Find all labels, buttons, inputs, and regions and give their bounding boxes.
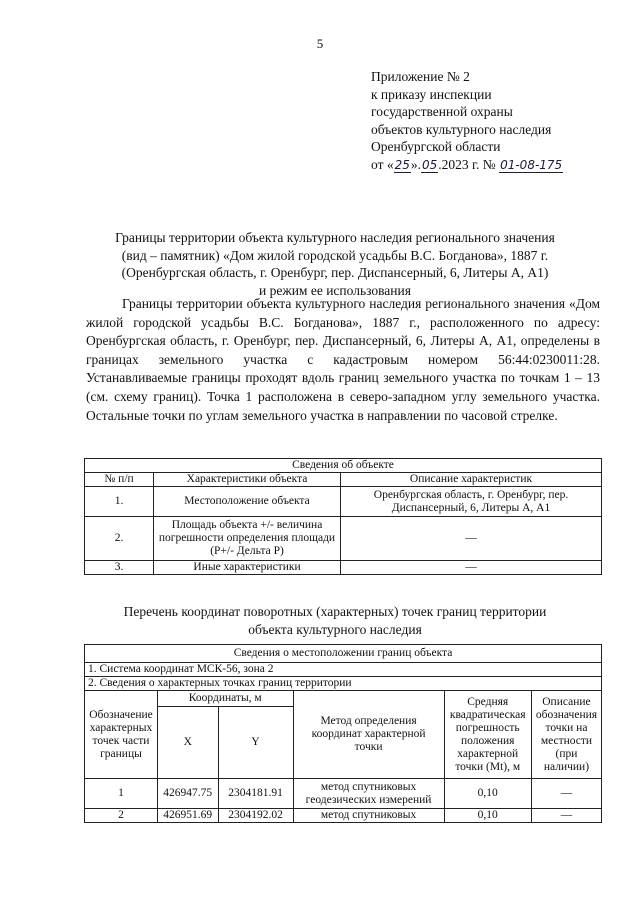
table-row-method: метод спутниковых геодезических измерений <box>293 779 444 809</box>
title-line-4: и режим ее использования <box>259 282 411 298</box>
table-row-point: 1 <box>85 779 158 809</box>
coordinates-heading-line-1: Перечень координат поворотных (характерных) точек границ территории <box>123 604 547 619</box>
object-table-header-name: Характеристики объекта <box>154 473 341 487</box>
coordinates-heading-line-2: объекта культурного наследия <box>248 621 422 637</box>
appendix-line-2: к приказу инспекции <box>371 86 492 102</box>
date-sep: ». <box>410 156 422 172</box>
coord-system-row: 1. Система координат МСК-56, зона 2 <box>85 663 602 677</box>
handwritten-day: 25 <box>394 157 410 172</box>
object-table-header-num: № п/п <box>85 473 154 487</box>
table-row-desc: — <box>531 809 601 823</box>
appendix-line-3: государственной охраны <box>371 104 513 119</box>
object-table-header-value: Описание характеристик <box>341 473 602 487</box>
table-row-point: 2 <box>85 809 158 823</box>
points-section-row: 2. Сведения о характерных точках границ территории <box>85 677 602 691</box>
date-prefix: от « <box>371 156 394 172</box>
body-paragraph: Границы территории объекта культурного наследия регионального значения «Дом жилой городской усадьбы В.С. Богданова», 1887 г., расположенного по адресу: Оренбургская область, г. Оренбург, пер. Диспансерный, 6, Литеры А, А1, определены в границах земельного участка с кадастровым номером 56:44:0230011:28. Устанавливаемые границы проходят вдоль границ земельного участка по точкам 1 – 13 (см. схему границ). Точка 1 расположена в северо-западном углу земельного участка. Остальные точки по углам земельного участка в направлении по часовой стрелке. <box>86 296 600 423</box>
table-row-num: 2. <box>85 517 154 561</box>
table-row-name: Местоположение объекта <box>154 487 341 517</box>
appendix-line-1: Приложение № 2 <box>371 69 470 84</box>
title-line-3: (Оренбургская область, г. Оренбург, пер. Диспансерный, 6, Литеры А, А1) <box>121 265 549 280</box>
title-line-2: (вид – памятник) «Дом жилой городской усадьбы В.С. Богданова», 1887 г. <box>121 247 549 263</box>
object-info-table <box>84 458 602 575</box>
table-row-x: 426947.75 <box>157 779 218 809</box>
handwritten-order-number: 01-08-175 <box>500 157 563 172</box>
table-row-value: Оренбургская область, г. Оренбург, пер. Диспансерный, 6, Литеры А, А1 <box>341 487 602 517</box>
header-y: Y <box>218 707 293 779</box>
header-desc: Описание обозначения точки на местности (при наличии) <box>531 691 601 779</box>
page-number: 5 <box>316 36 324 51</box>
table-row-num: 3. <box>85 561 154 575</box>
table-row-value: — <box>341 561 602 575</box>
title-line-1: Границы территории объекта культурного наследия регионального значения <box>115 230 555 245</box>
year-text: .2023 г. № <box>438 156 496 172</box>
header-error: Средняя квадратическая погрешность положения характерной точки (Mt), м <box>444 691 531 779</box>
header-coords: Координаты, м <box>157 691 293 707</box>
coordinates-heading <box>60 603 610 638</box>
header-point: Обозначение характерных точек части границы <box>85 691 158 779</box>
table-row-name: Площадь объекта +/- величина погрешности определения площади (P+/- Дельта P) <box>154 517 341 561</box>
header-method: Метод определения координат характерной точки <box>293 691 444 779</box>
table-row-y: 2304181.91 <box>218 779 293 809</box>
header-x: X <box>157 707 218 779</box>
document-title <box>60 229 610 299</box>
object-table-caption: Сведения об объекте <box>85 459 602 473</box>
table-row-num: 1. <box>85 487 154 517</box>
table-row-desc: — <box>531 779 601 809</box>
coord-table-caption: Сведения о местоположении границ объекта <box>85 645 602 663</box>
appendix-header <box>371 68 563 174</box>
appendix-line-4: объектов культурного наследия <box>371 121 552 137</box>
table-row-method: метод спутниковых <box>293 809 444 823</box>
coordinates-table <box>84 644 602 823</box>
table-row-y: 2304192.02 <box>218 809 293 823</box>
table-row-value: — <box>341 517 602 561</box>
order-date-line <box>371 156 563 175</box>
table-row-error: 0,10 <box>444 809 531 823</box>
table-row-name: Иные характеристики <box>154 561 341 575</box>
table-row-x: 426951.69 <box>157 809 218 823</box>
table-row-error: 0,10 <box>444 779 531 809</box>
handwritten-month: 05 <box>422 157 438 172</box>
appendix-line-5: Оренбургской области <box>371 139 501 154</box>
